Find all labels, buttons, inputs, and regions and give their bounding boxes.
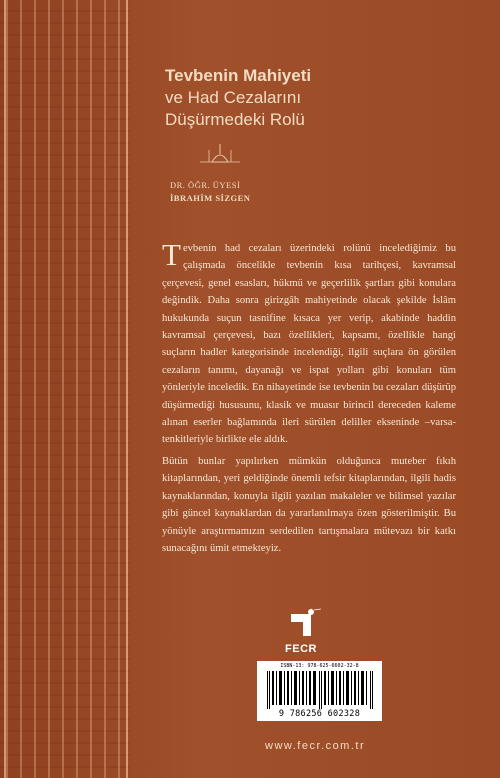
isbn-label: ISBN-13: 978-625-6602-32-8 bbox=[280, 663, 359, 669]
ornament-edge-right bbox=[126, 0, 128, 778]
barcode-bars bbox=[267, 671, 375, 709]
ornament-edge-left bbox=[4, 0, 6, 778]
book-title-line3: Düşürmedeki Rolü bbox=[165, 110, 305, 129]
publisher-website: www.fecr.com.tr bbox=[265, 740, 366, 752]
book-title-line1: Tevbenin Mahiyeti bbox=[165, 66, 312, 85]
mosque-emblem-icon bbox=[200, 140, 240, 166]
author-name: İBRAHİM SİZGEN bbox=[170, 193, 251, 203]
barcode bbox=[257, 661, 382, 721]
drop-cap: T bbox=[162, 237, 181, 272]
blurb-text bbox=[162, 237, 456, 561]
blurb-paragraph-1-text: evbenin had cezaları üzerindeki rolünü incelediğimiz bu çalışmada öncelikle tevbenin kısa tarihçesi, kavramsal çerçevesi, genel esasları, hükmü ve geçerlilik şartları gibi konulara değindik. Daha sonra girizgâh mahiyetinde olacak şekilde İslâm hukukunda suçun tasnifine kısaca yer verip, akabinde haddin kavramsal çerçevesi, bazı özellikleri, kapsamı, özellikle hangi suçların hadler kategorisinde incelendiği, ilgili suçlara ön görülen cezaların tanımı, dayanağı ve ispat yolları gibi konuları tüm yönleriyle inceledik. En nihayetinde ise tevbenin bu cezaları düşürüp düşürmediği hususunu, klasik ve muasır birincil dereceden kaleme alınan eserler bağlamında ileri sürülen deliller ekseninde –varsa- tenkitleriyle birlikte ele aldık. bbox=[162, 243, 456, 446]
publisher-name: FECR bbox=[285, 643, 317, 655]
publisher-logo-icon bbox=[281, 608, 321, 642]
ornamental-border-panel bbox=[0, 0, 130, 778]
blurb-paragraph-1 bbox=[162, 237, 456, 449]
book-title-line2: ve Had Cezalarını bbox=[165, 88, 302, 107]
author-academic-title: DR. ÖĞR. ÜYESİ bbox=[170, 180, 241, 190]
barcode-digits: 9 786256 602328 bbox=[278, 709, 361, 719]
blurb-paragraph-2: Bütün bunlar yapılırken mümkün olduğunca muteber fıkıh kitaplarından, yeri geldiğinde önemli tefsir kitaplarından, ilgili hadis kaynaklarından, konuyla ilgili yazılan makaleler ve bilimsel yazılar gibi güncel kaynaklardan da yararlanılmaya özen gösterilmiştir. Bu yönüyle araştırmamızın serdedilen tartışmalara mütevazı bir katkı sunacağını ümit etmekteyiz. bbox=[162, 455, 456, 554]
